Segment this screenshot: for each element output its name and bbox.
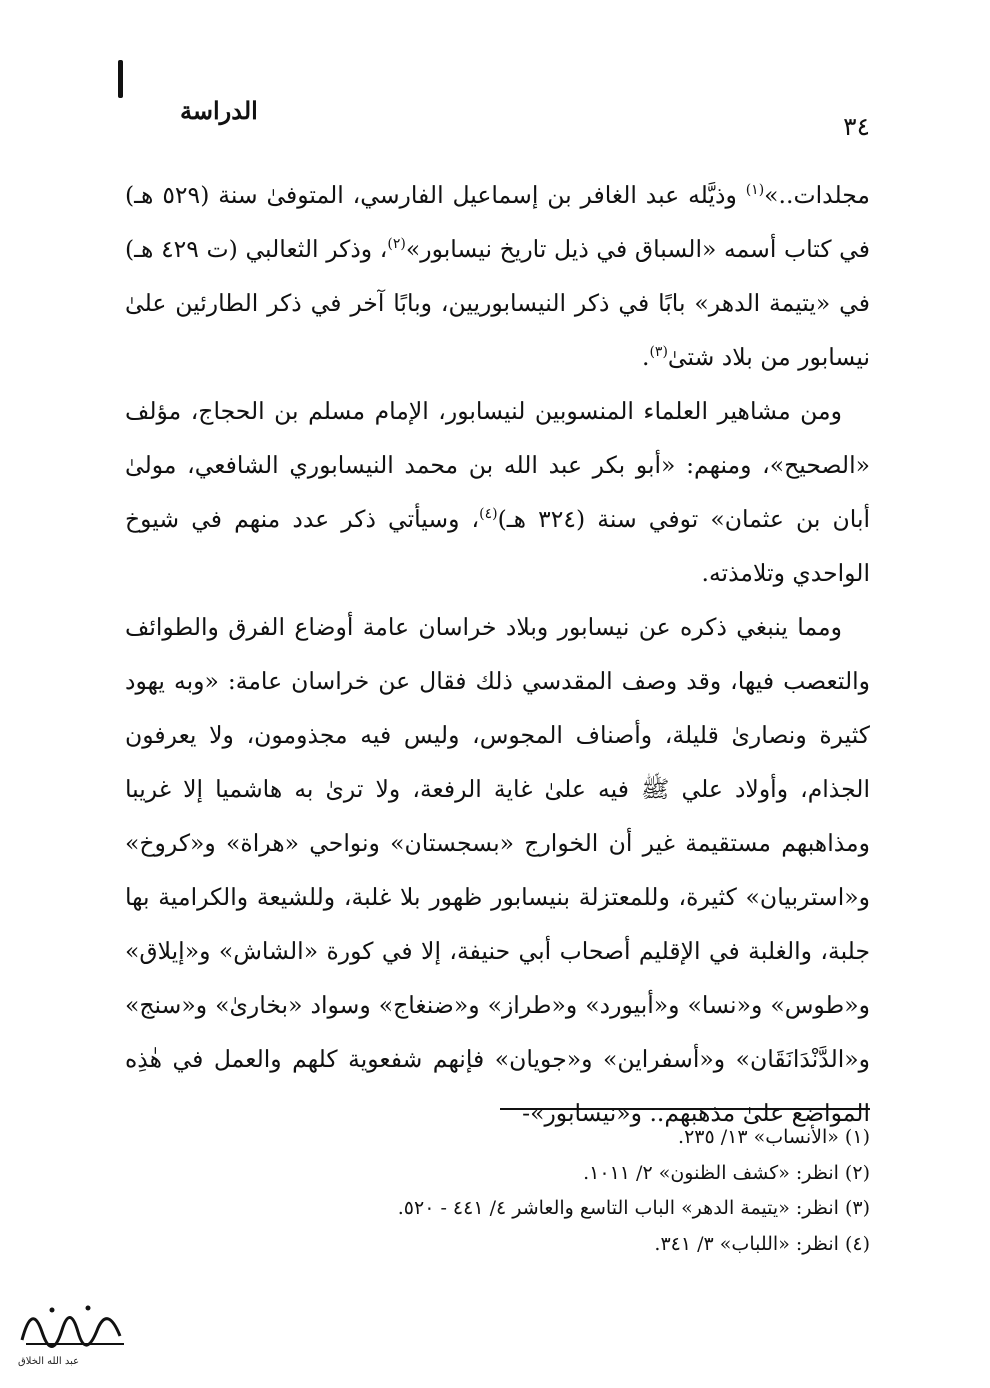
footnote: (٢) انظر: «كشف الظنون» ٢/ ١٠١١. [583,1161,870,1184]
scan-edge-mark [118,60,123,98]
paragraph-text: ومما ينبغي ذكره عن نيسابور وبلاد خراسان عامة أوضاع الفرق والطوائف والتعصب فيها، وقد وصف المقدسي ذلك فقال عن خراسان عامة: «وبه يهود كثيرة ونصارىٰ قليلة، وأصناف المجوس، وليس فيه مجذومون، ولا يعرفون الجذام، وأولاد علي ﷺ فيه علىٰ غاية الرفعة، ولا ترىٰ به هاشميا إلا غريبا ومذاهبهم مستقيمة غير أن الخوارج «بسجستان» ونواحي «هراة» و«كروخ» و«استربيان» كثيرة، وللمعتزلة بنيسابور ظهور بلا غلبة، وللشيعة والكرامية بها جلبة، والغلبة في الإقليم أصحاب أبي حنيفة، إلا في كورة «الشاش» و«إيلاق» و«طوس» و«نسا» و«أبيورد» و«طراز» و«ضنغاج» وسواد «بخارىٰ» و«سنج» و«الدَّنْدَانَقَان» و«أسفراين» و«جويان» فإنهم شفعوية كلهم والعمل في هٰذِه المواضع علىٰ مذهبهم.. و«نيسابور»- [125,613,870,1127]
paragraph-text: ومن مشاهير العلماء المنسوبين لنيسابور، الإمام مسلم بن الحجاج، مؤلف «الصحيح»، ومنهم: «أبو بكر عبد الله بن محمد النيسابوري الشافعي، مولىٰ أبان بن عثمان» توفي سنة (٣٢٤ هـ) [125,397,871,533]
logo-caption: عبد الله الخلاق [18,1356,80,1367]
footnote: (٤) انظر: «اللباب» ٣/ ٣٤١. [654,1232,870,1255]
footnotes [125,1120,870,1262]
paragraph-text: وذيَّله عبد الغافر بن إسماعيل الفارسي، المتوفىٰ سنة (٥٢٩ هـ) في كتاب أسمه «السباق في ذيل تاريخ نيسابور» [125,181,871,263]
paragraph-text: . [641,343,650,371]
paragraph-text: ، وذكر الثعالبي (ت ٤٢٩ هـ) في «يتيمة الدهر» بابًا في ذكر النيسابوريين، وبابًا آخر في ذكر الطارئين علىٰ نيسابور من بلاد شتىٰ [125,235,870,371]
footnote-separator [500,1108,870,1110]
page-number: ٣٤ [843,112,870,141]
footnote-marker: (٣) [649,344,668,361]
paragraph [125,168,870,384]
footnote: (١) «الأنساب» ١٣/ ٢٣٥. [678,1126,870,1148]
footnote-marker: (٢) [387,236,406,253]
paragraph [125,384,870,600]
footnote-marker: (١) [745,182,765,199]
running-title: الدراسة [180,96,258,125]
body-text [125,168,870,1140]
publisher-logo [12,1292,132,1352]
paragraph [125,600,870,1140]
paragraph-text: مجلدات..» [764,181,870,209]
paragraph-text: ، وسيأتي ذكر عدد منهم في شيوخ الواحدي وتلامذته. [125,505,870,587]
footnote-marker: (٤) [479,506,498,523]
footnote: (٣) انظر: «يتيمة الدهر» الباب التاسع والعاشر ٤/ ٤٤١ - ٥٢٠. [397,1197,870,1219]
